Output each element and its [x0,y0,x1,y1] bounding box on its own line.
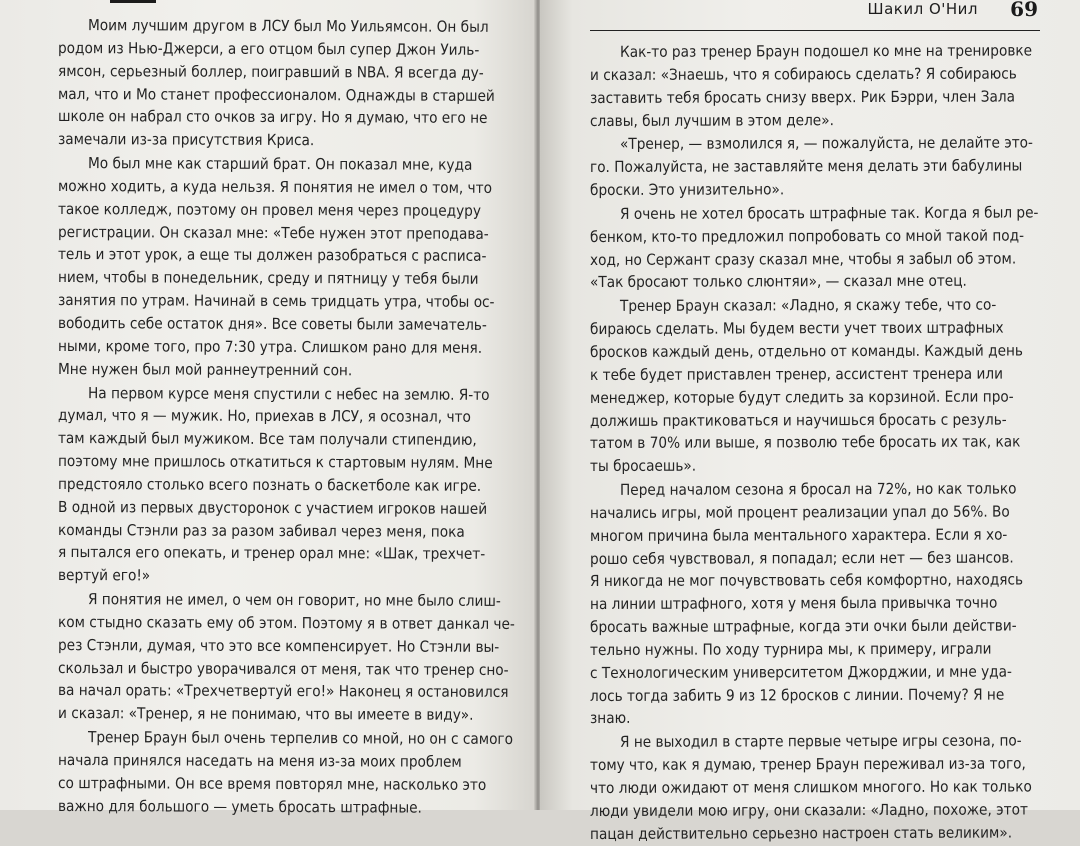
text-line: должишь практиковаться и научишься бросать с резуль- [589,410,1007,430]
text-line: пацан действительно серьезно настроен стать великим». [589,823,1013,843]
left-page [0,0,538,817]
text-line: на линии штрафного, хотя у меня была привычка точно [589,593,998,614]
text-line: «Тренер, — взмолился я, — пожалуйста, не делайте это- [619,133,1033,154]
text-line: ва начал орать: «Трехчетвертуй его!» Наконец я остановился [57,681,509,702]
text-line: Перед началом сезона я бросал на 72%, но как только [619,479,1017,499]
text-line: к тебе будет приставлен тренер, ассистент тренера или [589,364,1004,384]
text-line: ты бросаешь». [589,456,697,476]
text-line: можно ходить, а куда нельзя. Я понятия не имел о том, что [57,176,493,197]
text-line: рошо себя чувствовал, я попадал; если нет — без шансов. [589,548,1014,568]
text-line: Тренер Браун сказал: «Ладно, я скажу тебе, что со- [619,295,997,316]
text-line: менеджер, которые будут следить за корзиной. Если про- [589,387,1014,407]
text-line: бираюсь сделать. Мы будем вести учет твоих штрафных [589,318,1004,339]
right-page-text [590,41,1040,846]
paragraph [58,152,506,380]
text-line: нием, чтобы в понедельник, среду и пятницу у тебя были [57,268,479,289]
text-line: думал, что я — мужик. Но, приехав в ЛСУ, я осознал, что [57,406,471,427]
text-line: занятия по утрам. Начинай в семь тридцать утра, чтобы ос- [57,291,495,312]
text-line: Мне нужен был мой раннеутренний сон. [57,359,353,379]
text-line: татом в 70% или выше, я позволю тебе бросать их так, как [589,432,1021,453]
paragraph [57,588,515,725]
text-line: тельно нужны. По ходу турнира мы, к примеру, играли [589,639,992,659]
paragraph [57,726,514,817]
text-line: люди увидели мою игру, они сказали: «Ладно, похоже, этот [589,800,1028,820]
text-line: команды Стэнли раз за разом забивал через меня, пока [57,520,465,541]
text-line: Как-то раз тренер Браун подошел ко мне на тренировке [619,41,1033,61]
text-line: со штрафными. Он все время повторял мне, насколько это [57,773,487,794]
text-line: ком стыдно сказать ему об этом. Поэтому я в ответ данкал че- [57,612,515,633]
text-line: ход, но Сержант сразу сказал мне, чтобы я забыл об этом. [589,249,1017,269]
text-line: школе он набрал сто очков за игру. Но я думаю, что его не [57,107,488,128]
text-line: Тренер Браун был очень терпелив со мной, но он с самого [87,728,514,749]
text-line: бросков каждый день, отдельно от команды. Каждый день [589,341,1023,361]
text-line: скользал и быстро уворачивался от меня, так что тренер сно- [57,658,509,679]
text-line: лось тогда забить 9 из 12 бросков с линии. Почему? Я не [589,685,1005,705]
text-line: поэтому мне пришлось откатиться к стартовым нулям. Мне [57,452,493,472]
text-line: с Технологическим университетом Джорджии, и мне уда- [589,662,1012,682]
text-line: замечали из-за присутствия Криса. [57,130,315,150]
right-page [540,0,1080,843]
text-line: что люди ожидают от меня слишком многого. Но как только [589,777,1032,797]
text-line: тель и этот урок, а еще ты должен разобраться с расписа- [57,245,487,266]
text-line: ямсон, серьезный боллер, поигравший в NBA. Я всегда ду- [57,61,484,82]
text-line: славы, был лучшим в этом деле». [589,110,834,130]
text-line: Я очень не хотел бросать штрафные так. Когда я был ре- [619,203,1039,223]
text-line: Моим лучшим другом в ЛСУ был Мо Уильямсон. Он был [87,16,489,36]
text-line: В одной из первых двусторонок с участием игроков нашей [57,497,488,518]
paragraph [590,133,1040,202]
text-line: и сказал: «Тренер, я не понимаю, что вы имеете в виду». [57,704,474,725]
text-line: заставить тебя бросать снизу вверх. Рик Бэрри, член Зала [589,87,1016,107]
text-line: знаю. [589,709,631,728]
paragraph [590,479,1040,730]
text-line: вертуй его!» [57,566,151,585]
text-line: там каждый был мужиком. Все там получали стипендию, [57,429,477,450]
text-line: Я не выходил в старте первые четыре игры сезона, по- [619,731,1022,752]
top-rule [110,0,156,3]
text-line: тому что, как я думаю, тренер Браун переживал из-за того, [589,754,1026,775]
text-line: мал, что и Мо станет профессионалом. Однажды в старшей [57,84,495,105]
paragraph [590,41,1040,132]
text-line: многом причина была ментального характера. Если я хо- [589,525,1008,545]
text-line: го. Пожалуйста, не заставляйте меня делать эти бабулины [589,156,1023,177]
text-line: ными, кроме того, про 7:30 утра. Слишком рано для меня. [57,336,483,357]
paragraph [58,382,506,588]
text-line: Я понятия не имел, о чем он говорит, но мне было слиш- [87,590,501,611]
text-line: начала принялся наседать на меня из-за моих проблем [57,751,462,771]
paragraph [590,295,1040,478]
text-line: предстояло столько всего познать о баскетболе как игре. [57,474,482,495]
text-line: важно для большого — уметь бросать штрафные. [57,796,422,817]
text-line: родом из Нью-Джерси, а его отцом был супер Джон Уиль- [57,38,480,59]
paragraph [590,203,1040,294]
text-line: На первом курсе меня спустили с небес на землю. Я-то [87,383,490,404]
running-head-author: Шакил О'Нил [867,0,978,18]
text-line: рез Стэнли, думая, что это все компенсирует. Но Стэнли вы- [57,635,500,656]
text-line: и сказал: «Знаешь, что я собираюсь сделать? Я собираюсь [589,64,1017,84]
text-line: я пытался его опекать, и тренер орал мне: «Шак, трехчет- [57,543,486,564]
text-line: бросать важные штрафные, когда эти очки были действи- [589,616,1017,637]
text-line: «Так бросают только слюнтяи», — сказал мне отец. [589,272,967,292]
text-line: броски. Это унизительно». [589,180,785,200]
text-line: вободить себе остаток дня». Все советы были замечатель- [57,313,487,334]
page-number: 69 [1010,0,1038,21]
left-page-text [57,14,515,818]
text-line: такое колледж, поэтому он провел меня через процедуру [57,199,481,220]
text-line: Я никогда не мог почувствовать себя комфортно, находясь [589,570,1024,591]
running-head [590,0,1040,31]
text-line: начались игры, мой процент реализации упал до 56%. Во [589,502,1010,522]
text-line: бенком, кто-то предложил попробовать со мной такой под- [589,226,1025,246]
paragraph [590,731,1040,845]
text-line: Мо был мне как старший брат. Он показал мне, куда [87,154,473,174]
text-line: регистрации. Он сказал мне: «Тебе нужен этот преподава- [57,222,489,243]
paragraph [58,14,506,151]
